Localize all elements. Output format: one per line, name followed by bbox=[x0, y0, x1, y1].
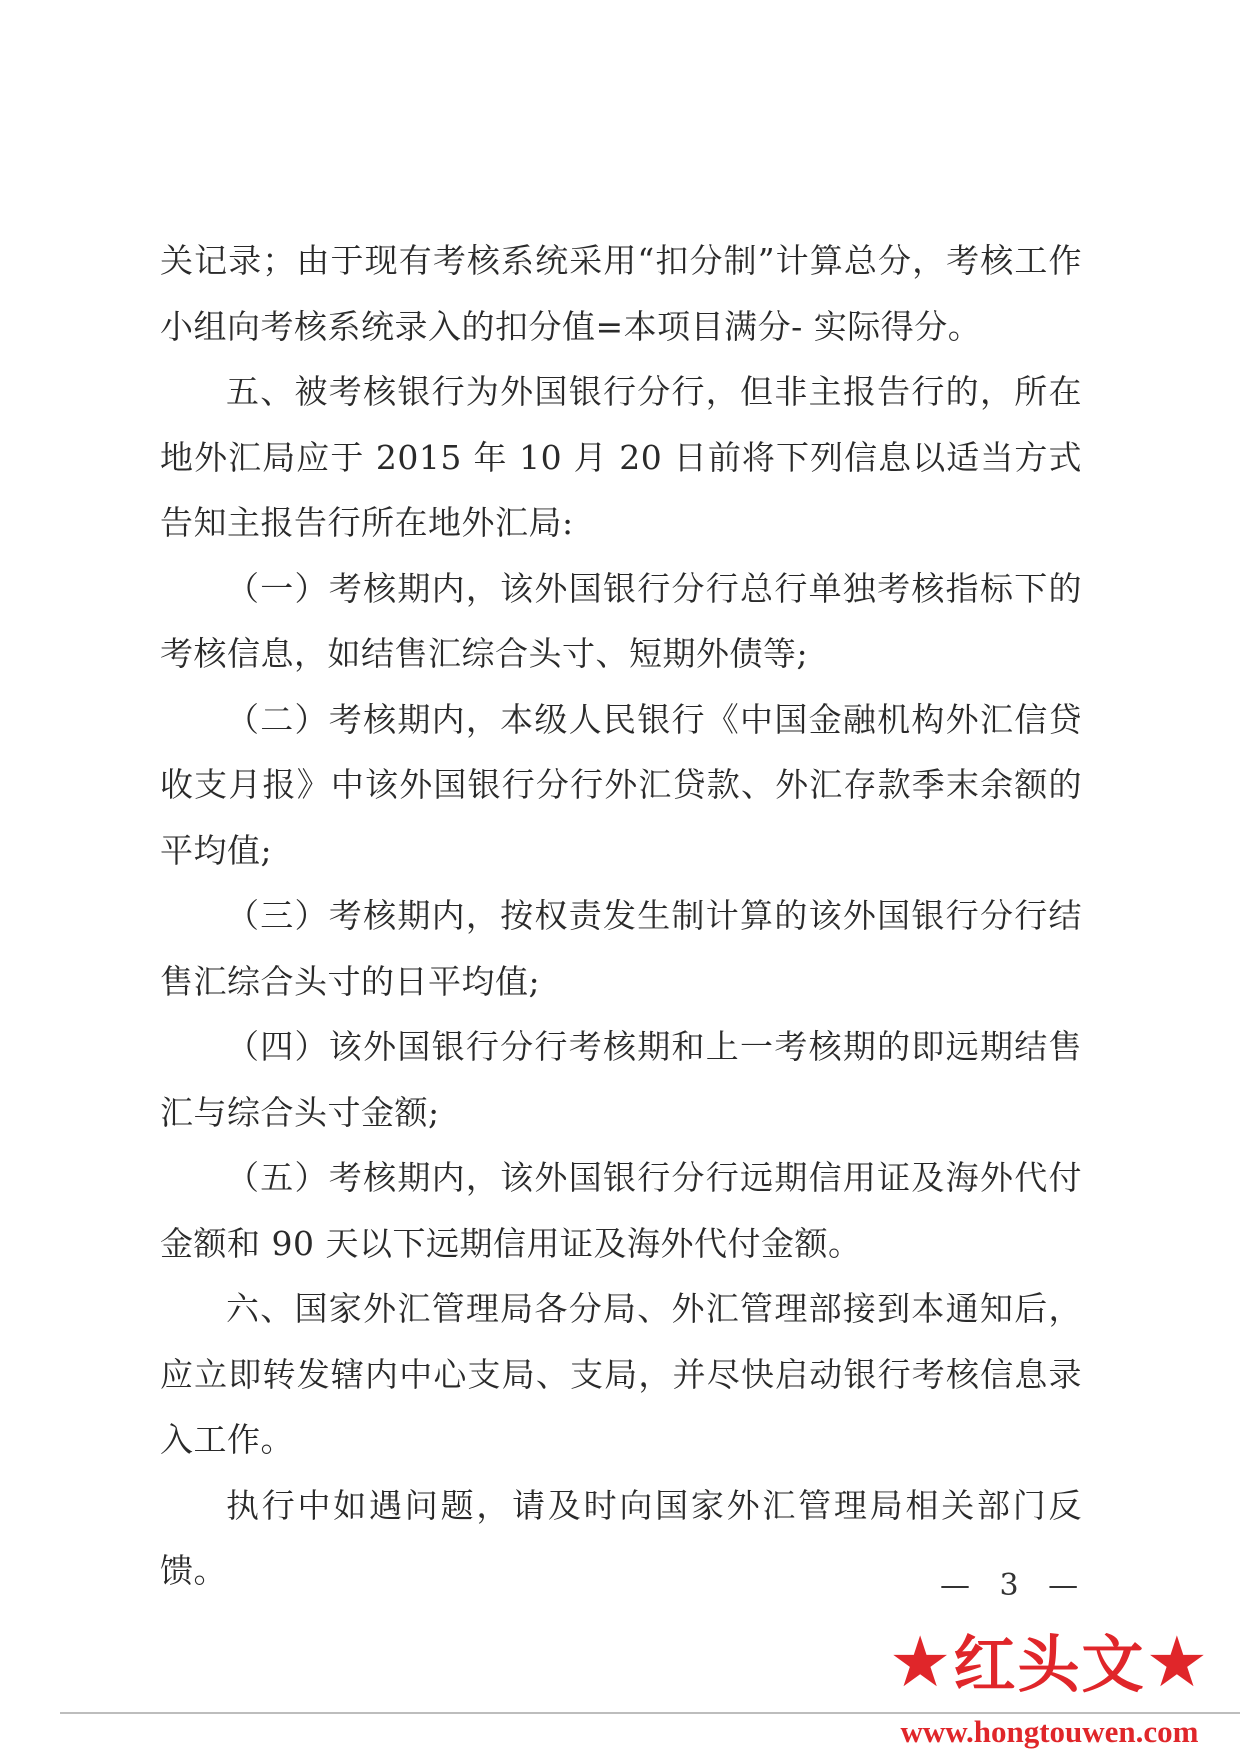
paragraph-subitem-4: （四）该外国银行分行考核期和上一考核期的即远期结售汇与综合头寸金额; bbox=[160, 1027, 1082, 1132]
watermark-title-row bbox=[858, 1622, 1241, 1705]
star-icon: ★ bbox=[1145, 1621, 1211, 1703]
paragraph-continuation: 关记录；由于现有考核系统采用“扣分制”计算总分，考核工作小组向考核系统录入的扣分值=本项目满分- 实际得分。 bbox=[160, 241, 1082, 346]
paragraph-subitem-5: （五）考核期内，该外国银行分行远期信用证及海外代付金额和 90 天以下远期信用证及海外代付金额。 bbox=[160, 1158, 1082, 1263]
paragraph-subitem-3: （三）考核期内，按权责发生制计算的该外国银行分行结售汇综合头寸的日平均值; bbox=[160, 896, 1082, 1001]
watermark-logo bbox=[858, 1622, 1241, 1755]
watermark-title: 红头文 bbox=[953, 1628, 1146, 1701]
paragraph-item-six: 六、国家外汇管理局各分局、外汇管理部接到本通知后，应立即转发辖内中心支局、支局，并尽快启动银行考核信息录入工作。 bbox=[160, 1289, 1082, 1459]
paragraph-subitem-2: （二）考核期内，本级人民银行《中国金融机构外汇信贷收支月报》中该外国银行分行外汇贷款、外汇存款季末余额的平均值; bbox=[160, 699, 1082, 870]
paragraph-subitem-1: （一）考核期内，该外国银行分行总行单独考核指标下的考核信息，如结售汇综合头寸、短期外债等; bbox=[160, 568, 1082, 673]
document-body bbox=[160, 228, 1082, 1604]
watermark-url: www.hongtouwen.com bbox=[900, 1714, 1199, 1749]
star-icon: ★ bbox=[888, 1621, 954, 1703]
paragraph-closing: 执行中如遇问题，请及时向国家外汇管理局相关部门反馈。 bbox=[160, 1485, 1082, 1590]
page-number: — 3 — bbox=[940, 1568, 1089, 1603]
paragraph-item-five: 五、被考核银行为外国银行分行，但非主报告行的，所在地外汇局应于 2015 年 10 月 20 日前将下列信息以适当方式告知主报告行所在地外汇局: bbox=[160, 372, 1082, 542]
